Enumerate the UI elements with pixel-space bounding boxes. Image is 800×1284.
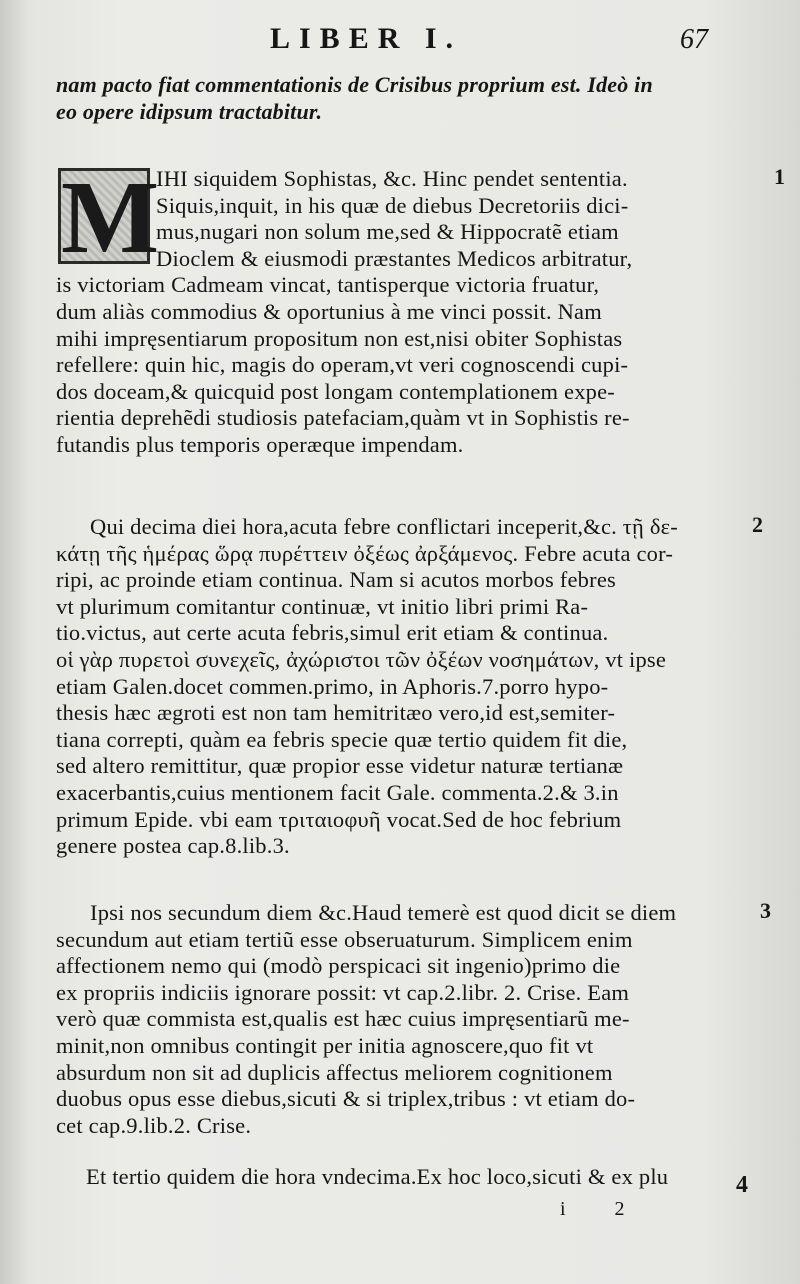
text-line: exacerbantis,cuius mentionem facit Gale. commenta.2.& 3.in xyxy=(56,779,619,805)
text-line: rientia deprehẽdi studiosis patefaciam,quàm vt in Sophistis re- xyxy=(56,405,630,431)
text-line: is victoriam Cadmeam vincat, tantisperque victoria fruatur, xyxy=(56,272,600,298)
text-line: futandis plus temporis operæque impendam. xyxy=(56,431,464,457)
text-line: dos doceam,& quicquid post longam contemplationem expe- xyxy=(56,378,615,404)
margin-number-2: 2 xyxy=(752,512,763,537)
paragraph-2 xyxy=(56,514,720,860)
text-line: minit,non omnibus contingit per initia agnoscere,quo fit vt xyxy=(56,1032,594,1058)
text-line: tiana correpti, quàm ea febris specie quæ tertio quidem fit die, xyxy=(56,726,628,752)
paragraph-3 xyxy=(56,900,720,1139)
signature-mark: i 2 xyxy=(560,1198,647,1220)
text-line: mihi impręsentiarum propositum non est,nisi obiter Sophistas xyxy=(56,325,623,351)
margin-number-3: 3 xyxy=(760,898,771,923)
page-number: 67 xyxy=(680,24,708,55)
text-line: mus,nugari non solum me,sed & Hippocratẽ etiam xyxy=(156,219,619,245)
text-line: absurdum non sit ad duplicis affectus meliorem cognitionem xyxy=(56,1059,613,1085)
page-header xyxy=(270,22,708,62)
text-line: genere postea cap.8.lib.3. xyxy=(56,833,290,859)
text-line: verò quæ commista est,qualis est hæc cuius impręsentiarũ me- xyxy=(56,1006,630,1032)
text-line: IHI siquidem Sophistas, &c. Hinc pendet sententia. xyxy=(156,166,628,191)
text-line: ex propriis indiciis ignorare possit: vt cap.2.libr. 2. Crise. Eam xyxy=(56,979,630,1005)
text-line: nam pacto fiat commentationis de Crisibus proprium est. Ideò in xyxy=(56,72,653,97)
text-line: Ipsi nos secundum diem &c.Haud temerè est quod dicit se diem xyxy=(90,900,677,925)
paragraph-4 xyxy=(56,1164,720,1191)
paragraph-1 xyxy=(56,166,720,459)
text-line: οἱ γὰρ πυρετοὶ συνεχεῖς, ἀχώριστοι τῶν ὀξέων νοσημάτων, vt ipse xyxy=(56,646,667,672)
text-line: sed altero remittitur, quæ propior esse videtur naturæ tertianæ xyxy=(56,753,624,779)
text-line: Siquis,inquit, in his quæ de diebus Decretoriis dici- xyxy=(156,192,629,218)
drop-cap-letter: M xyxy=(61,160,160,275)
text-line: secundum aut etiam tertiũ esse obseruaturum. Simplicem enim xyxy=(56,926,633,952)
margin-number-1: 1 xyxy=(774,164,785,189)
text-line: duobus opus esse diebus,sicuti & si triplex,tribus : vt etiam do- xyxy=(56,1086,636,1112)
text-line: eo opere idipsum tractabitur. xyxy=(56,98,323,124)
text-line: κάτῃ τῆς ἡμέρας ὥρᾳ πυρέττειν ὀξέως ἀρξάμενος. Febre acuta cor- xyxy=(56,540,674,566)
text-line: ripi, ac proinde etiam continua. Nam si acutos morbos febres xyxy=(56,567,616,593)
text-line: Qui decima diei hora,acuta febre conflictari inceperit,&c. τῇ δε- xyxy=(90,514,678,539)
text-line: dum aliàs commodius & oportunius à me vinci possit. Nam xyxy=(56,298,602,324)
text-line: primum Epide. vbi eam τριταιοφυῆ vocat.Sed de hoc febrium xyxy=(56,806,622,832)
text-line: thesis hæc ægroti est non tam hemitritæo vero,id est,semiter- xyxy=(56,700,616,726)
text-line: vt plurimum comitantur continuæ, vt initio libri primi Ra- xyxy=(56,593,589,619)
text-line: tio.victus, aut certe acuta febris,simul erit etiam & continua. xyxy=(56,620,609,646)
text-line: cet cap.9.lib.2. Crise. xyxy=(56,1112,252,1138)
intro-paragraph xyxy=(56,72,720,125)
text-line: Dioclem & eiusmodi præstantes Medicos arbitratur, xyxy=(156,245,633,271)
text-line: affectionem nemo qui (modò perspicaci sit ingenio)primo die xyxy=(56,953,621,979)
text-line: etiam Galen.docet commen.primo, in Aphoris.7.porro hypo- xyxy=(56,673,609,699)
text-line: refellere: quin hic, magis do operam,vt veri cognoscendi cupi- xyxy=(56,352,629,378)
margin-number-4: 4 xyxy=(736,1172,748,1198)
text-line: Et tertio quidem die hora vndecima.Ex hoc loco,sicuti & ex plu xyxy=(86,1164,669,1189)
running-head: LIBER I. xyxy=(270,22,463,55)
